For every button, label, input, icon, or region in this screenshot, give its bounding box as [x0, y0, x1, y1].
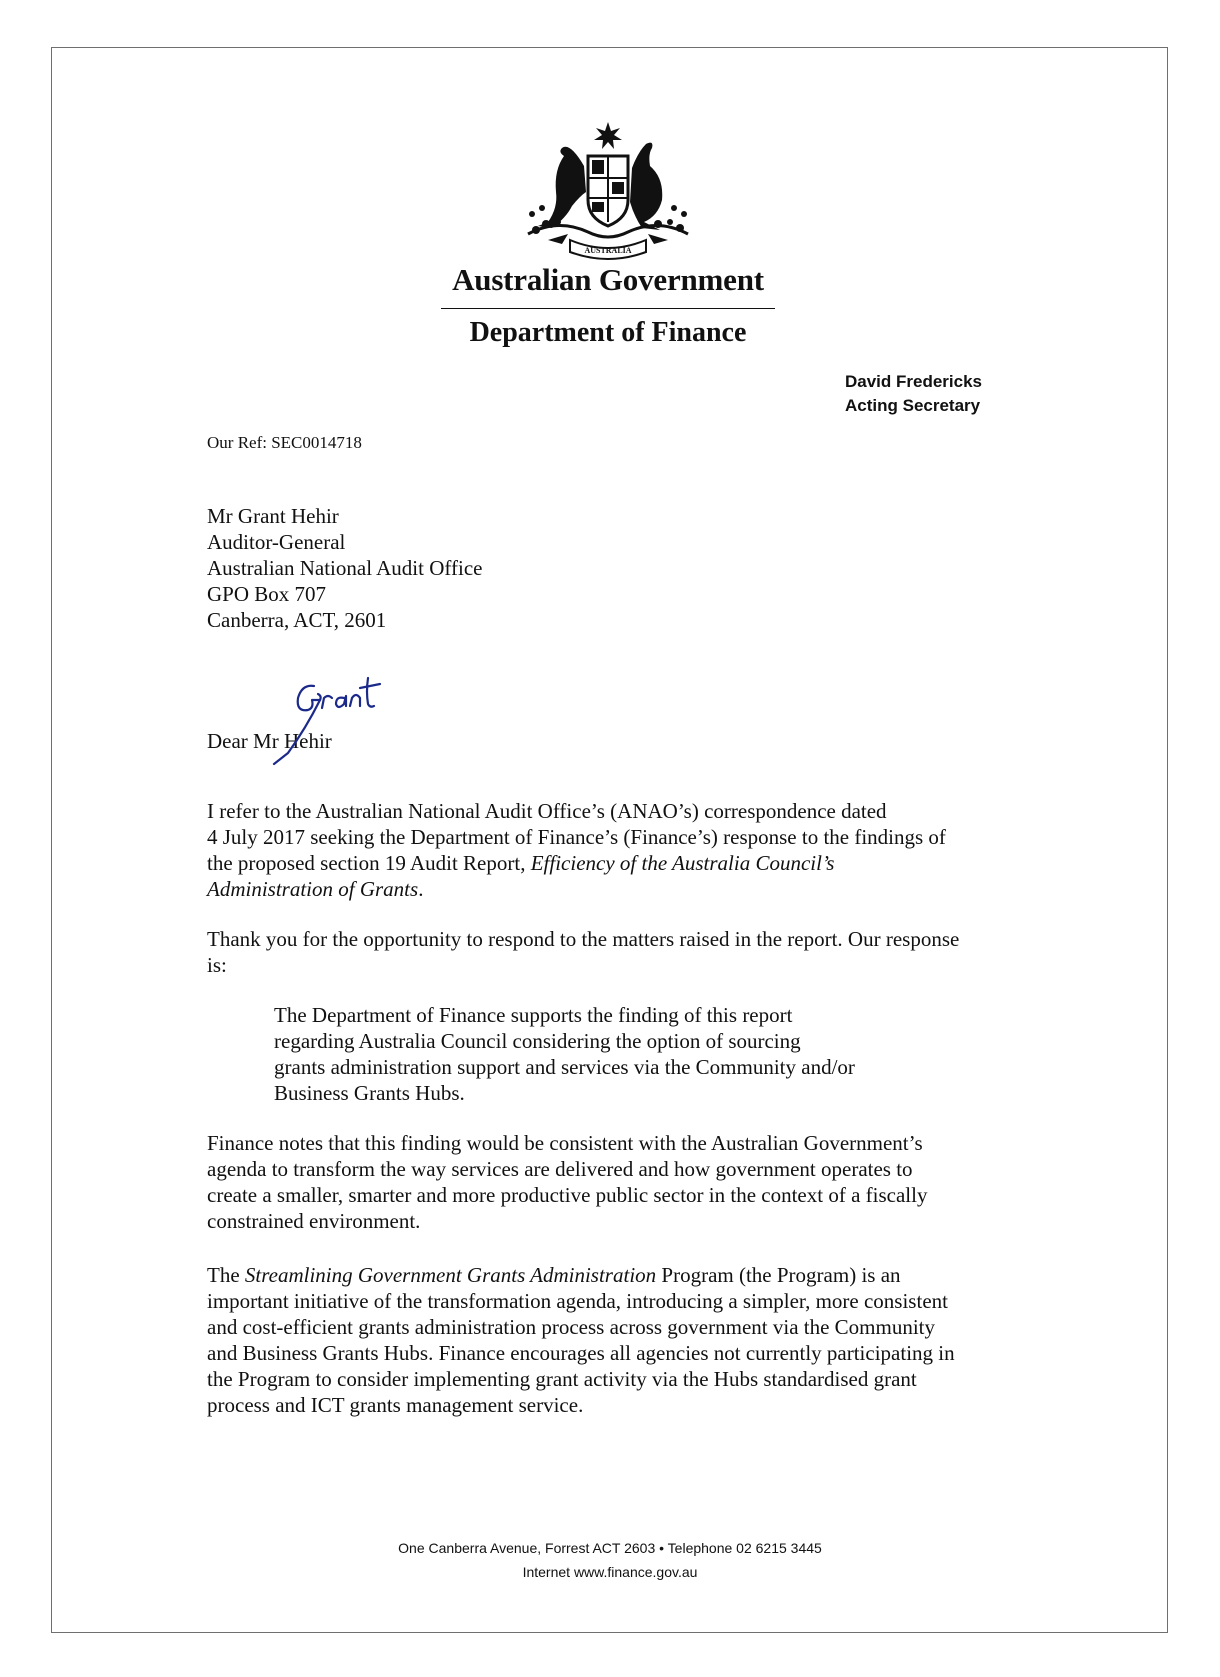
body-line: I refer to the Australian National Audit Office’s (ANAO’s) correspondence dated	[207, 799, 887, 823]
australian-coat-of-arms-icon	[518, 122, 698, 270]
recipient-address	[207, 503, 482, 633]
body-line	[207, 850, 1037, 876]
sender-title: Acting Secretary	[845, 396, 981, 415]
handwritten-correction	[262, 668, 412, 768]
body-line: the Program to consider implementing grant activity via the Hubs standardised grant	[207, 1367, 917, 1391]
body-text: The	[207, 1263, 245, 1287]
body-paragraph-2	[207, 926, 1037, 978]
body-line: important initiative of the transformation agenda, introducing a simpler, more consistent	[207, 1289, 948, 1313]
department-title: Department of Finance	[469, 317, 747, 348]
body-line: 4 July 2017 seeking the Department of Finance’s (Finance’s) response to the findings of	[207, 825, 946, 849]
body-line: constrained environment.	[207, 1209, 421, 1233]
reference-number: Our Ref: SEC0014718	[207, 433, 362, 452]
body-paragraph-1	[207, 798, 1037, 902]
body-text: the proposed section 19 Audit Report,	[207, 851, 531, 875]
footer-address: One Canberra Avenue, Forrest ACT 2603 • Telephone 02 6215 3445	[398, 1540, 822, 1556]
quote-line: The Department of Finance supports the finding of this report	[274, 1003, 793, 1027]
quote-line: grants administration support and services via the Community and/or	[274, 1055, 855, 1079]
response-quote	[274, 1002, 974, 1106]
program-name-italic: Streamlining Government Grants Administration	[244, 1263, 657, 1287]
sender-block	[845, 370, 982, 418]
body-paragraph-4	[207, 1262, 1037, 1418]
address-line: Auditor-General	[207, 530, 346, 554]
quote-line: regarding Australia Council considering the option of sourcing	[274, 1029, 801, 1053]
body-text: .	[418, 877, 424, 901]
salutation: Dear Mr Hehir	[207, 729, 332, 753]
quote-line: Business Grants Hubs.	[274, 1081, 465, 1105]
body-line: Thank you for the opportunity to respond to the matters raised in the report. Our response	[207, 927, 960, 951]
body-line: agenda to transform the way services are delivered and how government operates to	[207, 1157, 913, 1181]
body-line: process and ICT grants management service.	[207, 1393, 584, 1417]
sender-name: David Fredericks	[845, 372, 983, 391]
crest-scroll-text: AUSTRALIA	[584, 246, 632, 255]
body-line: Finance notes that this finding would be consistent with the Australian Government’s	[207, 1131, 923, 1155]
body-text: Program (the Program) is an	[656, 1263, 901, 1287]
body-paragraph-3	[207, 1130, 1037, 1234]
report-title-italic: Administration of Grants	[207, 877, 419, 901]
body-line	[207, 876, 1037, 902]
report-title-italic: Efficiency of the Australia Council’s	[530, 851, 835, 875]
address-line: Canberra, ACT, 2601	[207, 608, 387, 632]
body-line: and cost-efficient grants administration process across government via the Community	[207, 1315, 936, 1339]
body-line: is:	[207, 953, 227, 977]
letterhead-divider	[441, 308, 775, 309]
body-line: and Business Grants Hubs. Finance encourages all agencies not currently participating in	[207, 1341, 955, 1365]
address-line: GPO Box 707	[207, 582, 327, 606]
government-title: Australian Government	[452, 262, 764, 297]
address-line: Mr Grant Hehir	[207, 504, 339, 528]
body-line	[207, 1262, 1037, 1288]
address-line: Australian National Audit Office	[207, 556, 483, 580]
footer-website: Internet www.finance.gov.au	[522, 1564, 698, 1580]
body-line: create a smaller, smarter and more productive public sector in the context of a fiscally	[207, 1183, 928, 1207]
